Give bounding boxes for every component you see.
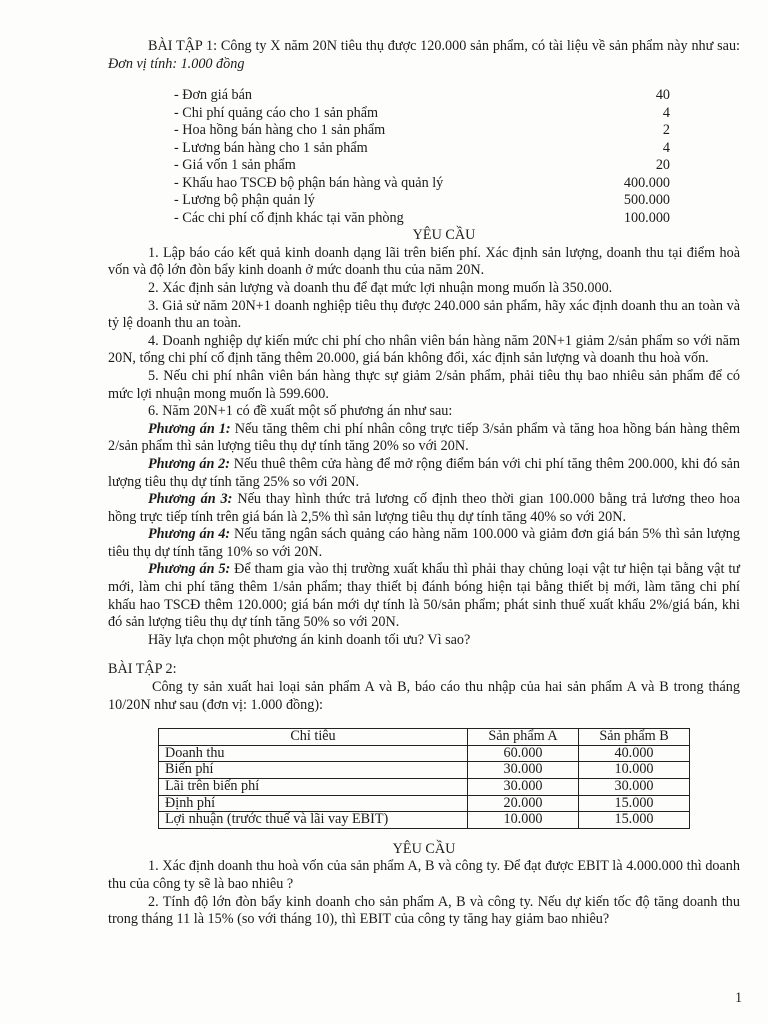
table-header-row (159, 729, 690, 746)
table-cell: 15.000 (579, 812, 690, 829)
table-cell: Lãi trên biến phí (159, 779, 468, 796)
table-row (159, 812, 690, 829)
table-cell: 15.000 (579, 795, 690, 812)
unit-note: Đơn vị tính: 1.000 đồng (108, 55, 245, 72)
table-cell: 10.000 (468, 812, 579, 829)
list-item: - Lương bán hàng cho 1 sản phẩm 4 (174, 139, 670, 156)
table-cell: Định phí (159, 795, 468, 812)
exercise-1-intro: BÀI TẬP 1: Công ty X năm 20N tiêu thụ được 120.000 sản phẩm, có tài liệu về sản phẩm này như sau: Đơn vị tính: 1.000 đồng (108, 38, 740, 72)
question-6: 6. Năm 20N+1 có đề xuất một số phương án như sau: (148, 403, 453, 420)
option-3: Phương án 3: Nếu thay hình thức trả lương cố định theo thời gian 100.000 bằng trả lương theo hoa hồng trực tiếp tính trên giá bán là 2,5% thì sản lượng tiêu thụ dự tính tăng 40% so với 20N. (108, 491, 740, 525)
table-cell: Biến phí (159, 762, 468, 779)
table-cell: Doanh thu (159, 745, 468, 762)
exercise-2-intro: Công ty sản xuất hai loại sản phẩm A và B, báo cáo thu nhập của hai sản phẩm A và B trong tháng 10/20N như sau (đơn vị: 1.000 đồng): (108, 679, 740, 713)
table-row (159, 745, 690, 762)
income-table (158, 728, 690, 829)
list-item: - Các chi phí cố định khác tại văn phòng 100.000 (174, 209, 670, 226)
exercise-2-title: BÀI TẬP 2: (108, 661, 177, 678)
list-item: - Giá vốn 1 sản phẩm 20 (174, 157, 670, 174)
choose-question: Hãy lựa chọn một phương án kinh doanh tối ưu? Vì sao? (148, 631, 471, 648)
table-cell: 30.000 (468, 762, 579, 779)
table-cell: Lợi nhuận (trước thuế và lãi vay EBIT) (159, 812, 468, 829)
ex2-question-1: 1. Xác định doanh thu hoà vốn của sản phẩm A, B và công ty. Để đạt được EBIT là 4.000.000 thì doanh thu của công ty sẽ là bao nhiêu ? (108, 858, 740, 892)
table-cell: 40.000 (579, 745, 690, 762)
ex2-question-2: 2. Tính độ lớn đòn bẩy kinh doanh cho sản phẩm A, B và công ty. Nếu dự kiến tốc độ tăng doanh thu trong tháng 11 là 15% (so với tháng 10), thì EBIT của công ty tăng hay giảm bao nhiêu? (108, 893, 740, 928)
table-cell: 10.000 (579, 762, 690, 779)
question-5: 5. Nếu chi phí nhân viên bán hàng thực sự giảm 2/sản phẩm, phải tiêu thụ bao nhiêu sản phẩm để có mức lợi nhuận mong muốn là 599.600. (108, 367, 740, 402)
table-header: Chỉ tiêu (159, 729, 468, 746)
table-header: Sản phẩm B (579, 729, 690, 746)
document-page (108, 38, 740, 929)
table-cell: 30.000 (579, 779, 690, 796)
question-4: 4. Doanh nghiệp dự kiến mức chi phí cho nhân viên bán hàng năm 20N+1 giảm 2/sản phẩm so với năm 20N, tổng chi phí cố định tăng thêm 20.000, giá bán không đổi, xác định sản lượng và doanh thu hoà vốn. (108, 332, 740, 367)
requirements-heading: YÊU CẦU (412, 227, 476, 244)
table-row (159, 779, 690, 796)
table-cell: 20.000 (468, 795, 579, 812)
table-cell: 30.000 (468, 779, 579, 796)
table-header: Sản phẩm A (468, 729, 579, 746)
option-2: Phương án 2: Nếu thuê thêm cửa hàng để mở rộng điểm bán với chi phí tăng thêm 200.000, khi đó sản lượng tiêu thụ dự tính tăng 25% so với 20N. (108, 455, 740, 490)
table-row (159, 795, 690, 812)
option-5: Phương án 5: Để tham gia vào thị trường xuất khẩu thì phải thay chủng loại vật tư hiện tại bằng vật tư mới, làm chi phí tăng thêm 1/sản phẩm; thay thiết bị đánh bóng hiện tại bằng thiết bị mới, làm tăng chi phí khấu hao TSCĐ thêm 120.000; giá bán mới dự tính là 50/sản phẩm; phát sinh thuế xuất khẩu 2%/giá bán, khi đó sản lượng tiêu thụ dự tính tăng 50% so với 20N. (108, 561, 740, 631)
option-1: Phương án 1: Nếu tăng thêm chi phí nhân công trực tiếp 3/sản phẩm và tăng hoa hồng bán hàng thêm 2/sản phẩm thì sản lượng tiêu thụ dự tính tăng 20% so với 20N. (108, 420, 740, 455)
option-4: Phương án 4: Nếu tăng ngân sách quảng cáo hàng năm 100.000 và giảm đơn giá bán 5% thì sản lượng tiêu thụ dự tính tăng 10% so với 20N. (108, 526, 740, 560)
list-item: - Đơn giá bán 40 (174, 87, 670, 104)
list-item: - Chi phí quảng cáo cho 1 sản phẩm 4 (174, 104, 670, 121)
list-item: - Lương bộ phận quản lý 500.000 (174, 192, 670, 209)
list-item: - Khấu hao TSCĐ bộ phận bán hàng và quản lý 400.000 (174, 174, 670, 191)
list-item: - Hoa hồng bán hàng cho 1 sản phẩm 2 (174, 122, 670, 139)
requirements-heading-2: YÊU CẦU (392, 840, 456, 857)
table-row (159, 762, 690, 779)
question-2: 2. Xác định sản lượng và doanh thu để đạt mức lợi nhuận mong muốn là 350.000. (148, 279, 613, 296)
question-1: 1. Lập báo cáo kết quả kinh doanh dạng lãi trên biến phí. Xác định sản lượng, doanh thu tại điểm hoà vốn và độ lớn đòn bẩy kinh doanh ở mức doanh thu của năm 20N. (108, 244, 740, 279)
product-data-list (174, 87, 670, 227)
page-number: 1 (735, 990, 743, 1006)
question-3: 3. Giả sử năm 20N+1 doanh nghiệp tiêu thụ được 240.000 sản phẩm, hãy xác định doanh thu an toàn và tỷ lệ doanh thu an toàn. (108, 297, 740, 332)
table-cell: 60.000 (468, 745, 579, 762)
